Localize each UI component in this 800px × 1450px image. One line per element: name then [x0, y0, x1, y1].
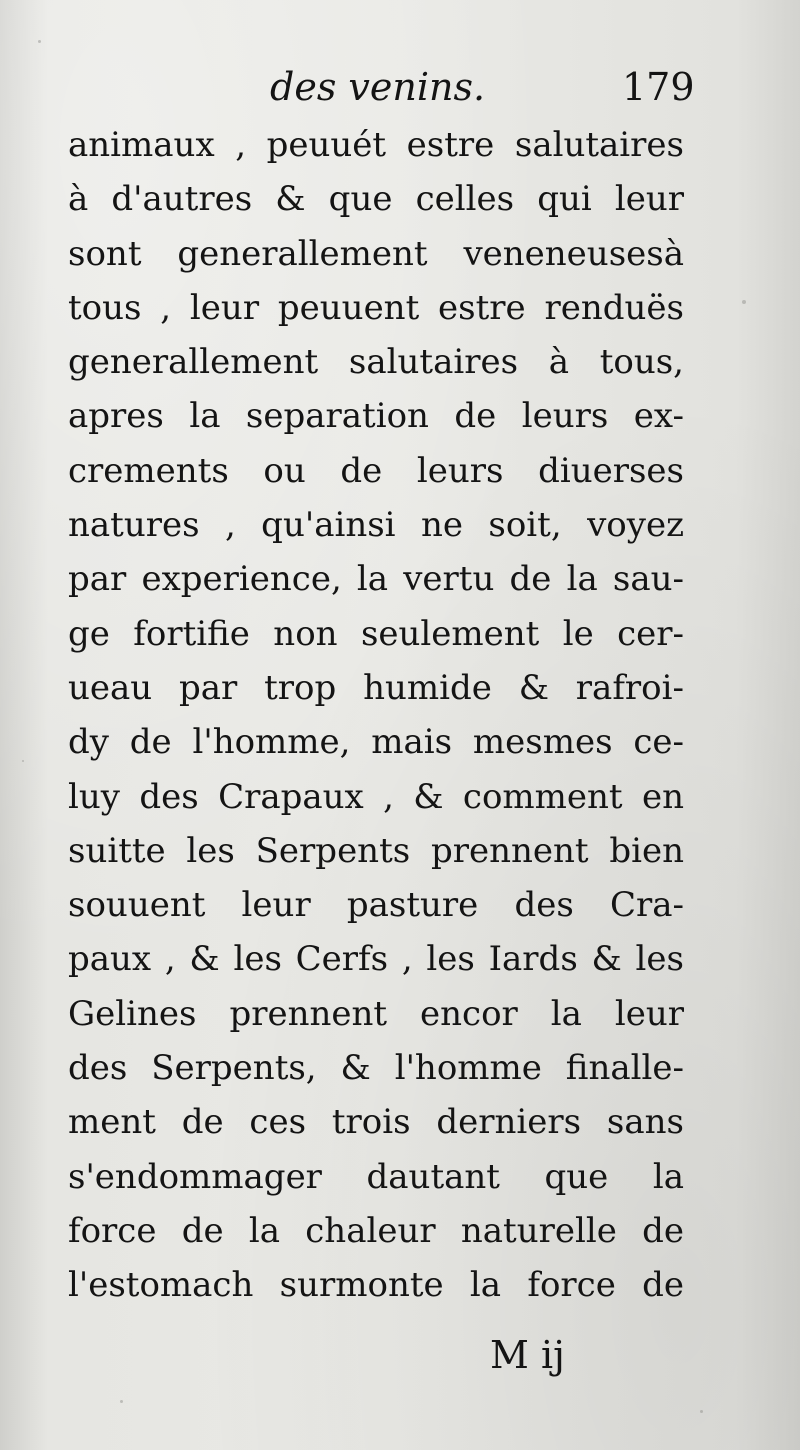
text-line: luy des Crapaux , & comment en	[68, 776, 684, 817]
paper-speck	[742, 300, 746, 304]
text-line: à d'autres & que celles qui leur	[68, 179, 684, 220]
text-line: apres la separation de leurs ex-	[68, 396, 684, 437]
page-number: 179	[622, 65, 695, 109]
page-header	[0, 62, 800, 112]
text-line: paux , & les Cerfs , les Iards & les	[68, 939, 684, 980]
text-line: suitte les Serpents prennent bien	[68, 830, 684, 871]
text-line: souuent leur pasture des Cra-	[68, 885, 684, 926]
body-text	[68, 118, 684, 1313]
text-line: ge fortifie non seulement le cer-	[68, 613, 684, 654]
text-line: l'estomach surmonte la force de	[68, 1265, 684, 1306]
text-line: par experience, la vertu de la sau-	[68, 559, 684, 600]
text-line: ment de ces trois derniers sans	[68, 1102, 684, 1143]
text-line: Gelines prennent encor la leur	[68, 993, 684, 1034]
text-line: generallement salutaires à tous,	[68, 342, 684, 383]
text-line: force de la chaleur naturelle de	[68, 1210, 684, 1251]
signature-mark: M ij	[490, 1333, 565, 1377]
text-line: s'endommager dautant que la	[68, 1156, 684, 1197]
paper-speck	[120, 1400, 123, 1403]
text-line: natures , qu'ainsi ne soit, voyez	[68, 505, 684, 546]
paper-speck	[22, 760, 24, 762]
text-line: tous , leur peuuent estre renduës	[68, 287, 684, 328]
text-line: animaux , peuuét estre salutaires	[68, 125, 684, 165]
text-line: dy de l'homme, mais mesmes ce-	[68, 722, 684, 763]
text-line: ueau par trop humide & rafroi-	[68, 667, 684, 708]
paper-speck	[38, 40, 41, 43]
paper-speck	[700, 1410, 703, 1413]
text-line: sont generallement veneneusesà	[68, 233, 684, 274]
text-line: crements ou de leurs diuerses	[68, 450, 684, 491]
text-line: des Serpents, & l'homme finalle-	[68, 1048, 684, 1089]
running-title: des venins.	[270, 65, 486, 109]
